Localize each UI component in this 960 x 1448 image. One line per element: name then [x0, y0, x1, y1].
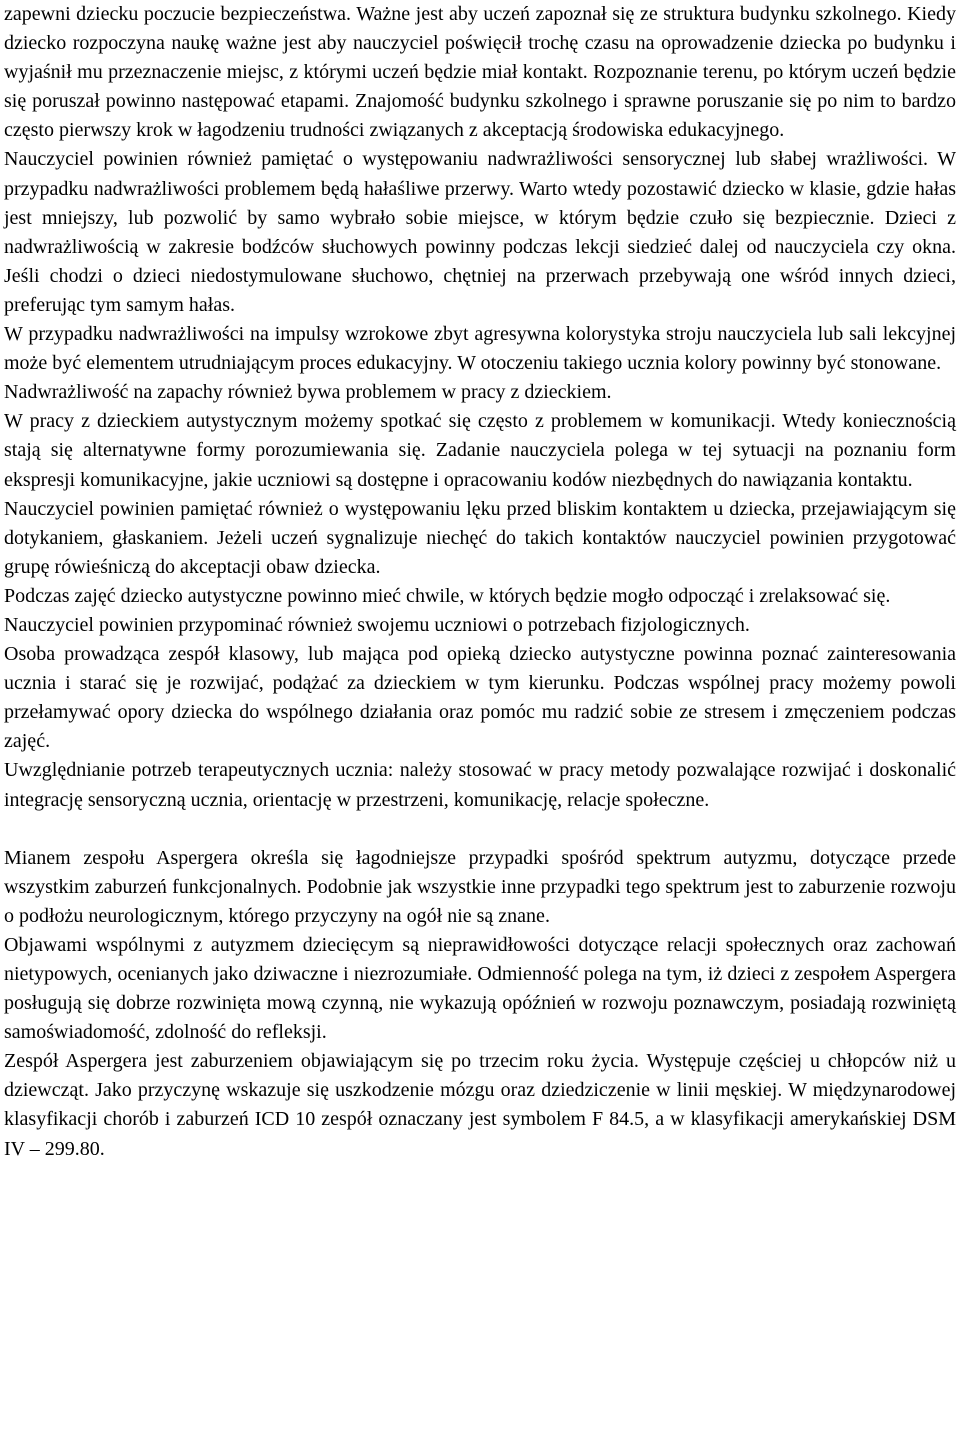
paragraph-asperger-onset: Zespół Aspergera jest zaburzeniem objawiającym się po trzecim roku życia. Występuje częściej u chłopców niż u dziewcząt. Jako przyczynę wskazuje się uszkodzenie mózgu oraz dziedziczenie w linii męskiej. W międzynarodowej klasyfikacji chorób i zaburzeń ICD 10 zespół oznaczany jest symbolem F 84.5, a w klasyfikacji amerykańskiej DSM IV – 299.80.	[4, 1050, 956, 1160]
paragraph-physiological-needs: Nauczyciel powinien przypominać również swojemu uczniowi o potrzebach fizjologicznych.	[4, 613, 750, 636]
paragraph-sensory-sensitivity: Nauczyciel powinien również pamiętać o występowaniu nadwrażliwości sensorycznej lub słabej wrażliwości. W przypadku nadwrażliwości problemem będą hałaśliwe przerwy. Warto wtedy pozostawić dziecko w klasie, gdzie hałas jest mniejszy, lub pozwolić by samo wybrało sobie miejsce, w którym będzie czuło się bezpiecznie. Dzieci z nadwrażliwością w zakresie bodźców słuchowych powinny podczas lekcji siedzieć dalej od nauczyciela czy okna. Jeśli chodzi o dzieci niedostymulowane słuchowo, chętniej na przerwach przebywają one wśród innych dzieci, preferując tym samym hałas.	[4, 148, 956, 316]
paragraph-communication: W pracy z dzieckiem autystycznym możemy spotkać się często z problemem w komunikacji. Wtedy koniecznością stają się alternatywne formy porozumiewania się. Zadanie nauczyciela polega w tej sytuacji na poznaniu form ekspresji komunikacyjne, jakie uczniowi są dostępne i opracowaniu kodów niezbędnych do nawiązania kontaktu.	[4, 410, 956, 491]
paragraph-school-building: zapewni dziecku poczucie bezpieczeństwa. Ważne jest aby uczeń zapoznał się ze struktura budynku szkolnego. Kiedy dziecko rozpoczyna naukę ważne jest aby nauczyciel poświęcił trochę czasu na oprowadzenie dziecka po budynku i wyjaśnił mu przeznaczenie miejsc, z którymi uczeń będzie miał kontakt. Rozpoznanie terenu, po którym uczeń będzie się poruszał powinno następować etapami. Znajomość budynku szkolnego i sprawne poruszanie się po nim to bardzo często pierwszy krok w łagodzeniu trudności związanych z akceptacją środowiska edukacyjnego.	[4, 3, 956, 142]
paragraph-relaxation: Podczas zajęć dziecko autystyczne powinno mieć chwile, w których będzie mogło odpocząć i zrelaksować się.	[4, 584, 891, 607]
paragraph-asperger-symptoms: Objawami wspólnymi z autyzmem dziecięcym są nieprawidłowości dotyczące relacji społecznych oraz zachowań nietypowych, ocenianych jako dziwaczne i niezrozumiałe. Odmienność polega na tym, iż dzieci z zespołem Aspergera posługują się dobrze rozwinięta mową czynną, nie wykazują opóźnień w rozwoju poznawczym, posiadają rozwiniętą samoświadomość, zdolność do refleksji.	[4, 933, 956, 1044]
paragraph-smell-sensitivity: Nadwrażliwość na zapachy również bywa problemem w pracy z dzieckiem.	[4, 381, 612, 404]
paragraph-gap	[4, 815, 956, 844]
paragraph-interests: Osoba prowadząca zespół klasowy, lub mająca pod opieką dziecko autystyczne powinna poznać zainteresowania ucznia i starać się je rozwijać, podążać za dzieckiem w tym kierunku. Podczas wspólnej pracy możemy powoli przełamywać opory dziecka do wspólnego działania oraz pomóc mu radzić sobie ze stresem i zmęczeniem podczas zajęć.	[4, 643, 956, 753]
paragraph-touch-anxiety: Nauczyciel powinien pamiętać również o występowaniu lęku przed bliskim kontaktem u dziecka, przejawiającym się dotykaniem, głaskaniem. Jeżeli uczeń sygnalizuje niechęć do takich kontaktów nauczyciel powinien przygotować grupę rówieśniczą do akceptacji obaw dziecka.	[4, 497, 956, 578]
paragraph-therapeutic-needs: Uwzględnianie potrzeb terapeutycznych ucznia: należy stosować w pracy metody pozwalające rozwijać i doskonalić integrację sensoryczną ucznia, orientację w przestrzeni, komunikację, relacje społeczne.	[4, 759, 956, 811]
paragraph-visual-sensitivity: W przypadku nadwrażliwości na impulsy wzrokowe zbyt agresywna kolorystyka stroju nauczyciela lub sali lekcyjnej może być elementem utrudniającym proces edukacyjny. W otoczeniu takiego ucznia kolory powinny być stonowane.	[4, 323, 956, 375]
paragraph-asperger-definition: Mianem zespołu Aspergera określa się łagodniejsze przypadki spośród spektrum autyzmu, dotyczące przede wszystkim zaburzeń funkcjonalnych. Podobnie jak wszystkie inne przypadki tego spektrum jest to zaburzenie rozwoju o podłożu neurologicznym, którego przyczyny na ogół nie są znane.	[4, 846, 956, 927]
